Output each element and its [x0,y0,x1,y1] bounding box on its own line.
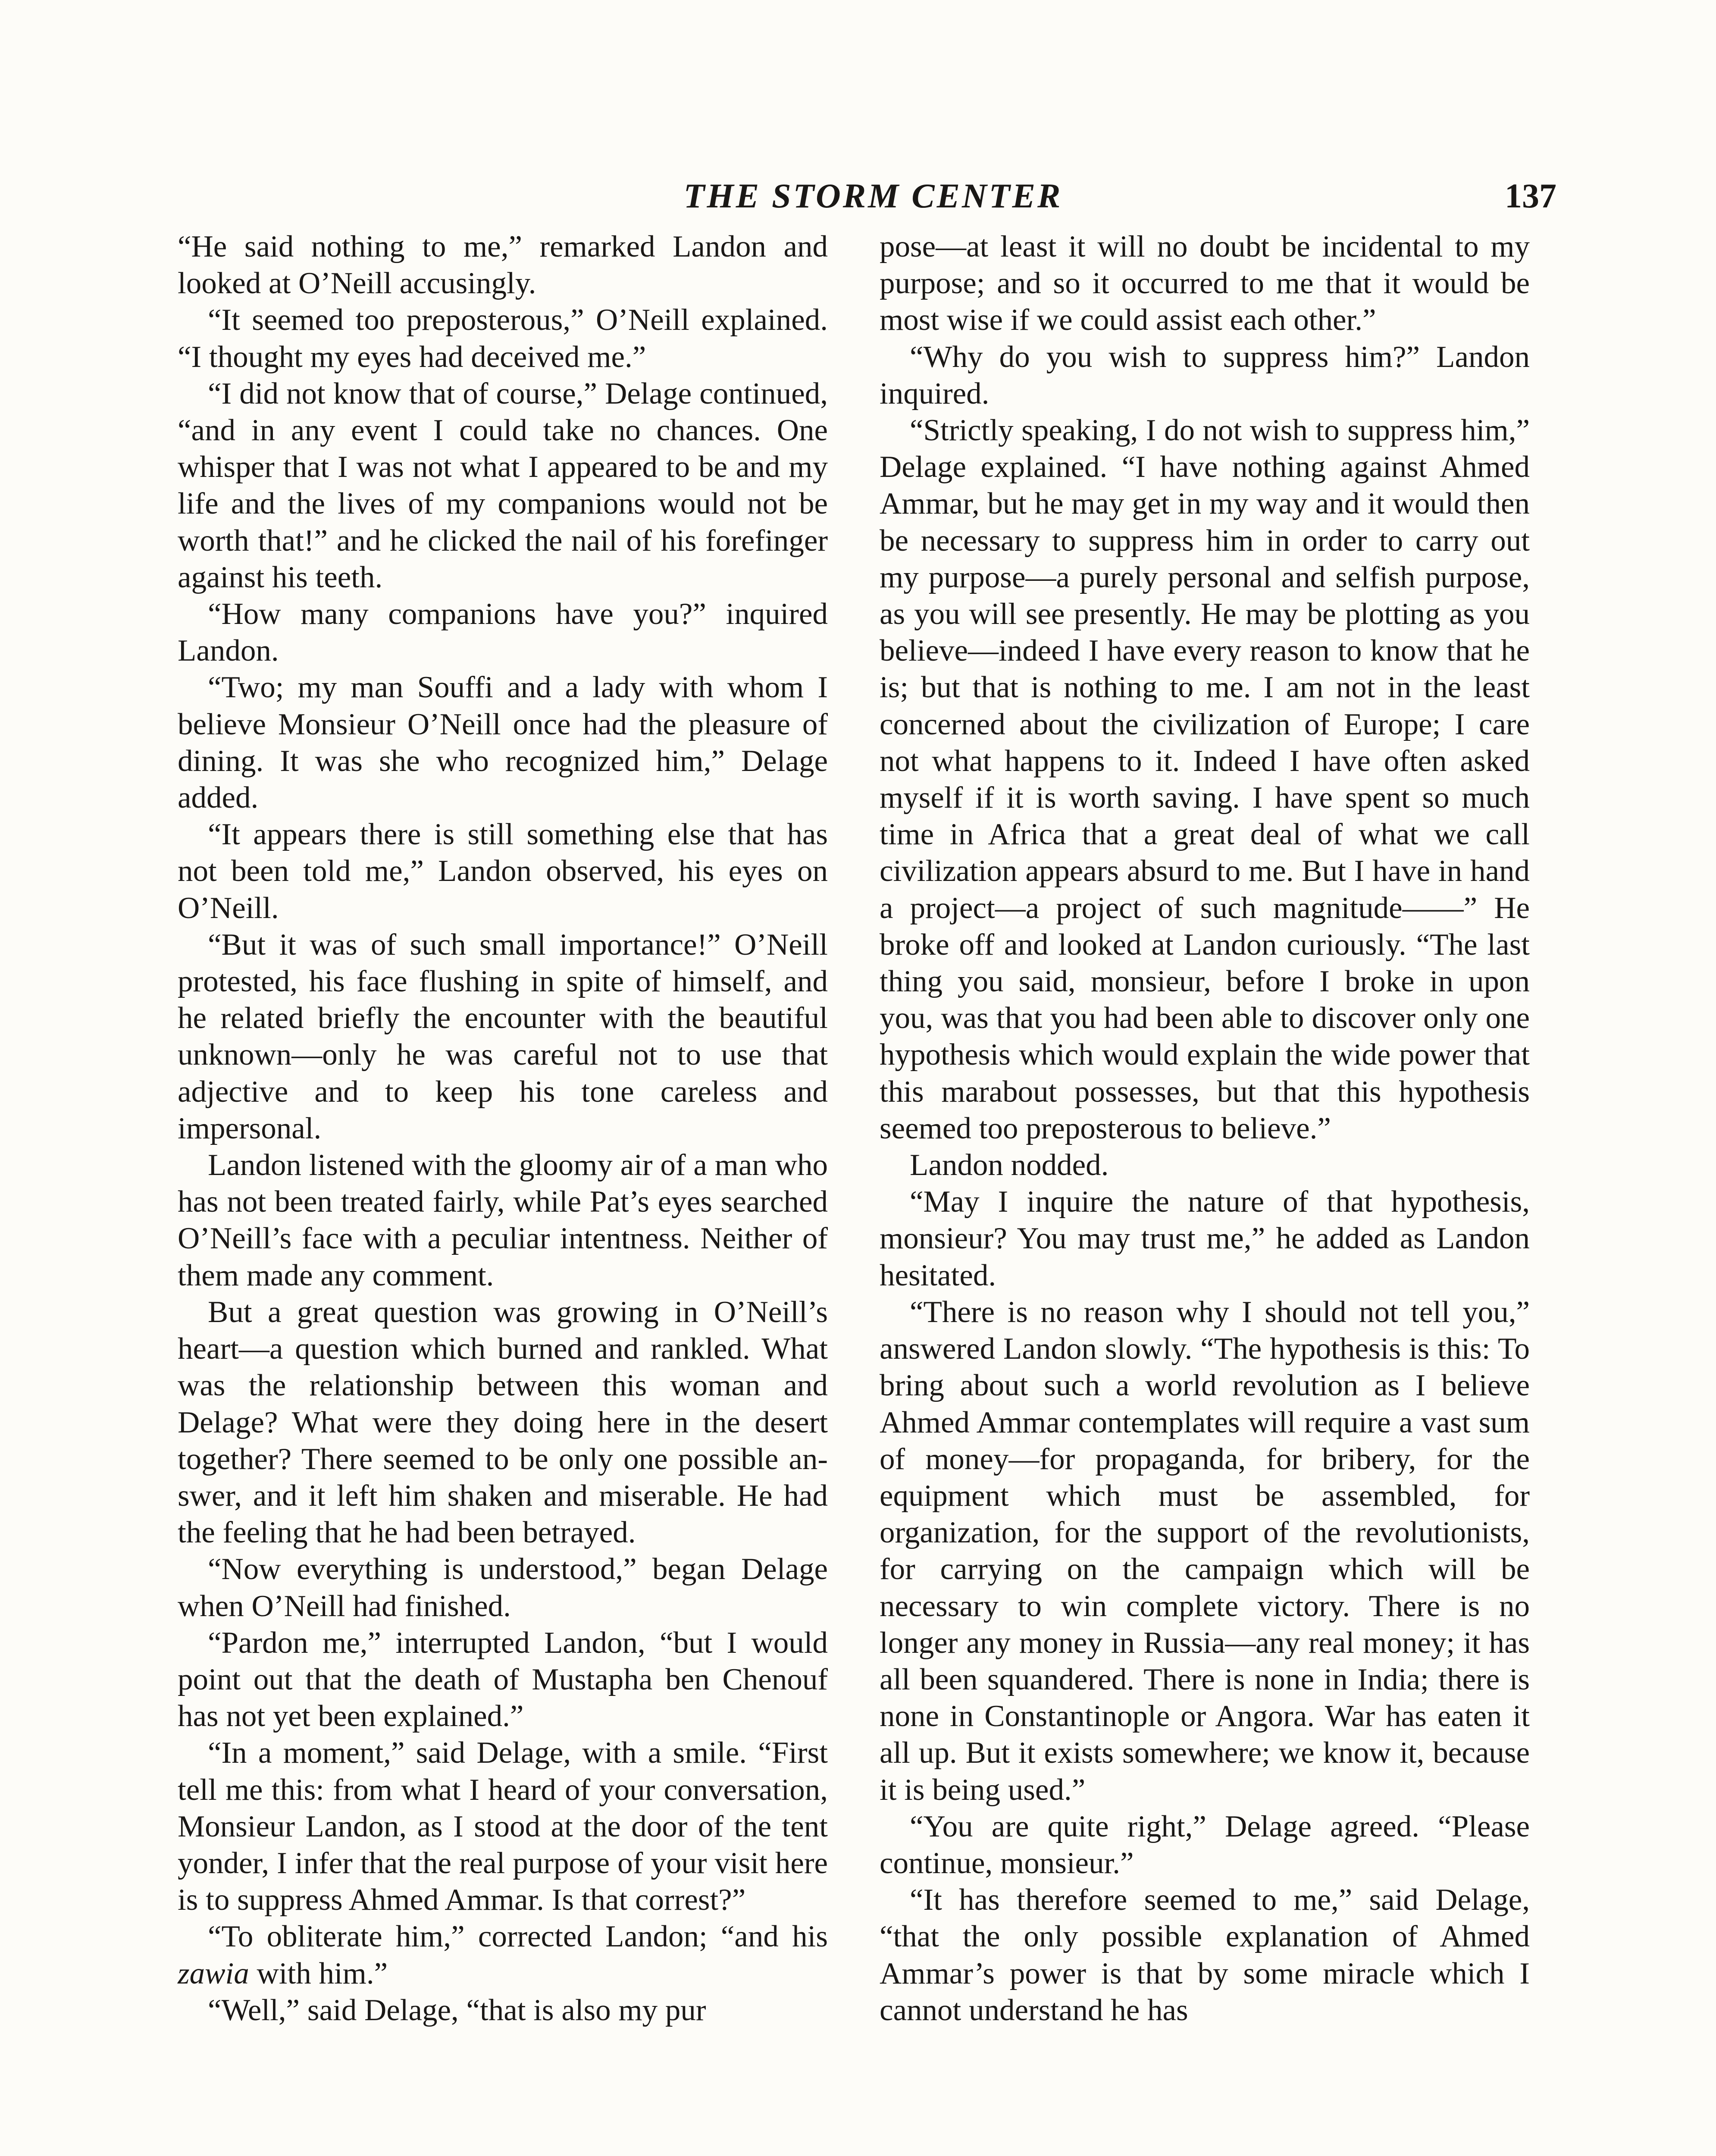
paragraph: “Well,” said Delage, “that is also my pur [208,1993,706,2027]
paragraph: pose—at least it will no doubt be incidental to my purpose; and so it occurred to me that it would be most wise if we could assist each other.” [880,230,1530,337]
right-column [880,229,1530,2029]
paragraph: “Now everything is understood,” began Delage when O’Neill had finished. [178,1552,828,1623]
italic-word: zawia [178,1956,249,1990]
paragraph: “Why do you wish to suppress him?” Landon inquired. [880,340,1530,411]
paragraph: “There is no reason why I should not tell you,” answered Landon slowly. “The hypothesis is this: To bring about such a world revolution as I believe Ahmed Ammar contemplates will require a vast sum of money—for propaganda, for bribery, for the equipment which must be assembled, for organization, for the support of the revolutionists, for carrying on the campaign which will be necessary to win complete victory. There is no longer any money in Russia—any real money; it has all been squandered. There is none in India; there is none in Constantinople or Angora. War has eaten it all up. But it exists somewhere; we know it, because it is being used.” [880,1295,1530,1807]
paragraph: Landon nodded. [910,1148,1109,1182]
paragraph: “I did not know that of course,” Delage continued, “and in any event I could take no chances. One whisper that I was not what I appeared to be and my life and the lives of my companions would not be worth that!” and he clicked the nail of his forefinger against his teeth. [178,376,828,594]
paragraph: “Two; my man Souffi and a lady with whom I believe Monsieur O’Neill once had the pleasure of dining. It was she who recognized him,” Delage added. [178,671,828,815]
paragraph: But a great question was growing in O’Neill’s heart—a question which burned and rankled. What was the relationship between this woman and Delage? What were they doing here in the desert together? There seemed to be only one possible answer, and it left him shaken and miserable. He had the feeling that he had been betrayed. [178,1295,828,1550]
paragraph [178,1918,828,1992]
paragraph: “He said nothing to me,” remarked Landon and looked at O’Neill accusingly. [178,230,828,301]
paragraph: “May I inquire the nature of that hypothesis, monsieur? You may trust me,” he added as Landon hesitated. [880,1185,1530,1292]
paragraph: “It seemed too preposterous,” O’Neill explained. “I thought my eyes had deceived me.” [178,303,828,374]
paragraph: “How many companions have you?” inquired Landon. [178,597,828,668]
paragraph: “It has therefore seemed to me,” said Delage, “that the only possible explanation of Ahmed Ammar’s power is that by some miracle which I cannot understand he has [880,1883,1530,2027]
paragraph: “Pardon me,” interrupted Landon, “but I would point out that the death of Mustapha ben Chenouf has not yet been explained.” [178,1626,828,1733]
paragraph: “It appears there is still something else that has not been told me,” Landon observed, his eyes on O’Neill. [178,818,828,925]
text-run: “To obliterate him,” corrected Landon; “and his [208,1920,828,1954]
paragraph: Landon listened with the gloomy air of a man who has not been treated fairly, while Pat’s eyes searched O’Neill’s face with a peculiar intentness. Neither of them made any comment. [178,1148,828,1292]
left-column [178,229,828,2029]
page-number: 137 [1505,177,1556,215]
running-title: THE STORM CENTER [683,177,1063,215]
paragraph: “In a moment,” said Delage, with a smile. “First tell me this: from what I heard of your conversation, Monsieur Landon, as I stood at the door of the tent yonder, I infer that the real purpose of your visit here is to suppress Ahmed Ammar. Is that correst?” [178,1736,828,1917]
text-run: with him.” [249,1956,388,1990]
paragraph: “Strictly speaking, I do not wish to suppress him,” Delage explained. “I have nothing against Ahmed Ammar, but he may get in my way and it would then be necessary to suppress him in order to carry out my purpose—a purely personal and selfish purpose, as you will see presently. He may be plotting as you believe—indeed I have every reason to know that he is; but that is nothing to me. I am not in the least concerned about the civilization of Europe; I care not what happens to it. Indeed I have often asked myself if it is worth saving. I have spent so much time in Africa that a great deal of what we call civilization appears absurd to me. But I have in hand a project—a project of such magnitude——” He broke off and looked at Landon curiously. “The last thing you said, monsieur, before I broke in upon you, was that you had been able to discover only one hypothesis which would explain the wide power that this marabout possesses, but that this hypothesis seemed too preposterous to believe.” [880,414,1530,1145]
paragraph: “You are quite right,” Delage agreed. “Please continue, monsieur.” [880,1809,1530,1880]
paragraph: “But it was of such small importance!” O’Neill protested, his face flushing in spite of himself, and he related briefly the encounter with the beautiful unknown—only he was careful not to use that adjective and to keep his tone careless and impersonal. [178,928,828,1145]
